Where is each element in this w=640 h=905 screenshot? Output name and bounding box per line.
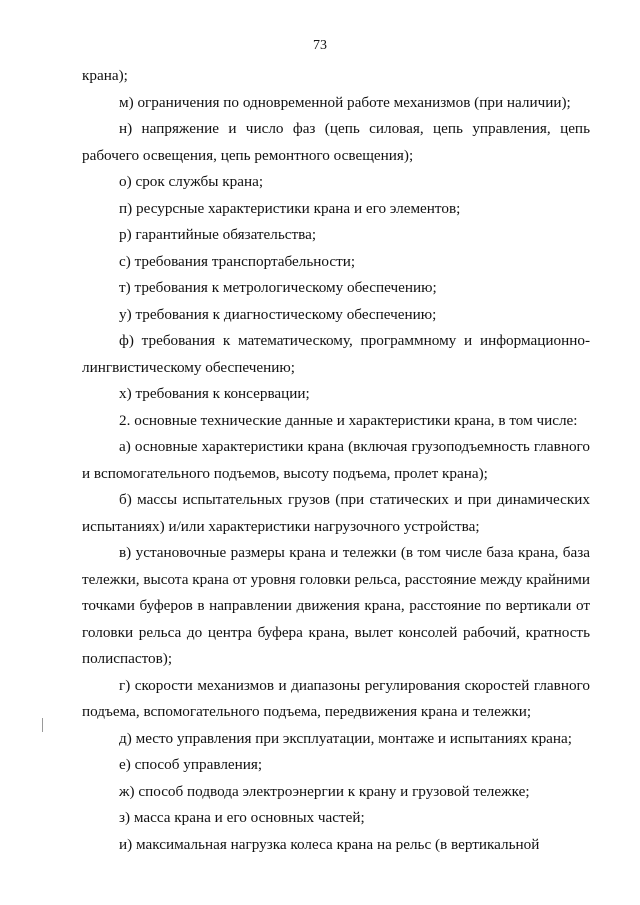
paragraph-item-e: е) способ управления;	[119, 756, 263, 773]
paragraph-item-p: п) ресурсные характеристики крана и его элементов;	[119, 199, 461, 217]
paragraph-item-b: б) массы испытательных грузов (при статических и при динамических испытаниях) и/или характеристики нагрузочного устройства;	[82, 491, 590, 535]
paragraph-item-a: а) основные характеристики крана (включая грузоподъемность главного и вспомогательного подъемов, высоту подъема, пролет крана);	[82, 438, 590, 482]
paragraph-item-zh: ж) способ подвода электроэнергии к крану и грузовой тележке;	[119, 782, 530, 800]
paragraph-item-d: д) место управления при эксплуатации, монтаже и испытаниях крана;	[119, 729, 573, 747]
paragraph-item-s: с) требования транспортабельности;	[119, 252, 356, 270]
body-text	[82, 63, 590, 858]
paragraph-item-n: н) напряжение и число фаз (цепь силовая, цепь управления, цепь рабочего освещения, цепь ремонтного освещения);	[82, 120, 590, 164]
paragraph-item-m: м) ограничения по одновременной работе механизмов (при наличии);	[119, 93, 571, 111]
paragraph-item-r: р) гарантийные обязательства;	[119, 226, 317, 243]
paragraph-item-kh: х) требования к консервации;	[119, 385, 310, 402]
paragraph-item-i: и) максимальная нагрузка колеса крана на рельс (в вертикальной	[119, 835, 540, 853]
paragraph-section-2: 2. основные технические данные и характеристики крана, в том числе:	[119, 411, 578, 429]
paragraph-item-o: о) срок службы крана;	[119, 173, 264, 190]
page-number: 73	[313, 38, 327, 53]
paragraph-item-v: в) установочные размеры крана и тележки (в том числе база крана, база тележки, высота крана от уровня головки рельса, расстояние между крайними точками буферов в направлении движения крана, расстояние по вертикали от головки рельса до центра буфера крана, вылет консолей рабочий, кратность полиспастов);	[82, 544, 590, 667]
paragraph-item-z: з) масса крана и его основных частей;	[119, 809, 365, 826]
paragraph-item-f: ф) требования к математическому, программному и информационно-лингвистическому обеспечению;	[82, 332, 590, 376]
paragraph-item-g: г) скорости механизмов и диапазоны регулирования скоростей главного подъема, вспомогательного подъема, передвижения крана и тележки;	[82, 676, 590, 720]
paragraph-continuation: крана);	[82, 67, 128, 84]
paragraph-item-t: т) требования к метрологическому обеспечению;	[119, 279, 437, 296]
paragraph-item-u: у) требования к диагностическому обеспечению;	[119, 305, 437, 323]
scan-margin-mark	[42, 718, 43, 732]
